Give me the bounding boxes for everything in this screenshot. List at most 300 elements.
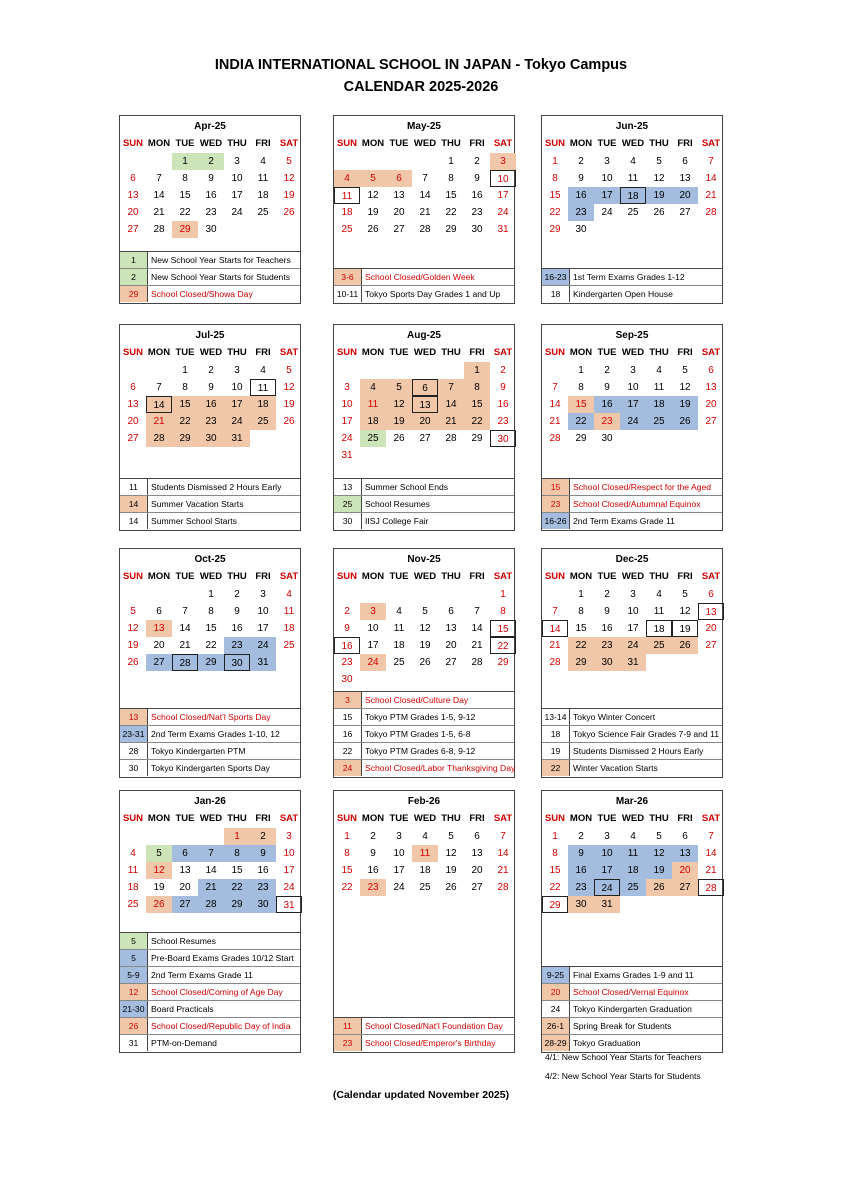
legend-row: [334, 1035, 514, 1051]
day-cell: 6: [156, 606, 162, 617]
legend-row: [334, 760, 514, 776]
day-cell: 24: [360, 654, 386, 671]
legend-text: New School Year Starts for Teachers: [151, 255, 291, 265]
weekday-header: TUE: [597, 571, 617, 582]
day-cell: 22: [179, 207, 191, 218]
legend-text: Tokyo Graduation: [573, 1038, 641, 1048]
day-cell: 23: [471, 207, 483, 218]
weekday-header: MON: [569, 813, 593, 824]
day-cell: 7: [474, 606, 480, 617]
month-title: Jun-25: [615, 121, 649, 132]
month-title: Dec-25: [615, 554, 649, 565]
legend-row: [120, 760, 300, 776]
day-cell: 31: [620, 654, 646, 671]
legend-row: [120, 513, 300, 529]
day-cell: 15: [445, 190, 457, 201]
weekday-header: TUE: [389, 571, 409, 582]
legend-code: 16-26: [542, 513, 570, 529]
day-cell: 29: [575, 433, 587, 444]
month-title: Mar-26: [615, 796, 649, 807]
legend-row-divider: [120, 268, 300, 269]
legend-text: PTM-on-Demand: [151, 1038, 217, 1048]
weekday-header: SAT: [493, 138, 513, 149]
weekday-header: WED: [199, 347, 223, 358]
weekday-header: SAT: [493, 347, 513, 358]
weekday-header: MON: [361, 813, 385, 824]
weekday-header: SUN: [336, 571, 358, 582]
weekday-header: WED: [199, 571, 223, 582]
day-cell: 23: [205, 207, 217, 218]
legend-row-divider: [334, 708, 514, 709]
day-cell: 29: [497, 657, 509, 668]
day-cell: 27: [146, 654, 172, 671]
legend-row-divider: [542, 1017, 722, 1018]
day-cell: 16: [334, 637, 360, 654]
day-cell: 3: [490, 153, 516, 170]
day-cell: 30: [601, 433, 613, 444]
legend-row-divider: [120, 966, 300, 967]
legend-code: 22: [542, 760, 570, 776]
weekday-header: TUE: [389, 813, 409, 824]
day-cell: 29: [568, 654, 594, 671]
day-cell: 20: [179, 882, 191, 893]
day-cell: 4: [656, 365, 662, 376]
legend-row-divider: [120, 1034, 300, 1035]
day-cell: 14: [549, 399, 561, 410]
day-cell: 10: [601, 173, 613, 184]
weekday-header: THU: [441, 813, 461, 824]
legend-row: [542, 743, 722, 759]
day-cell: 21: [549, 416, 561, 427]
day-cell: 29: [172, 430, 198, 447]
day-cell: 11: [250, 379, 276, 396]
day-cell: 20: [127, 207, 139, 218]
day-cell: 5: [130, 606, 136, 617]
legend-row: [542, 726, 722, 742]
legend-code: 30: [334, 513, 362, 529]
day-cell: 25: [620, 879, 646, 896]
weekday-header: TUE: [389, 347, 409, 358]
day-cell: 19: [672, 620, 698, 637]
day-cell: 13: [672, 845, 698, 862]
weekday-header: TUE: [597, 138, 617, 149]
day-cell: 30: [341, 674, 353, 685]
day-cell: 1: [578, 589, 584, 600]
legend-code: 15: [334, 709, 362, 725]
weekday-header: WED: [199, 813, 223, 824]
weekday-header: THU: [649, 138, 669, 149]
day-cell: 5: [286, 365, 292, 376]
day-cell: 22: [445, 207, 457, 218]
day-cell: 1: [464, 362, 490, 379]
weekday-header: WED: [621, 813, 645, 824]
day-cell: 17: [620, 396, 646, 413]
day-cell: 8: [500, 606, 506, 617]
legend-row-divider: [120, 759, 300, 760]
day-cell: 5: [422, 606, 428, 617]
day-cell: 16: [568, 187, 594, 204]
legend-row-divider: [120, 495, 300, 496]
day-cell: 12: [419, 623, 431, 634]
day-cell: 15: [205, 623, 217, 634]
day-cell: 4: [656, 589, 662, 600]
legend-code: 16-23: [542, 269, 570, 285]
day-cell: 16: [568, 862, 594, 879]
day-cell: 30: [471, 224, 483, 235]
legend-row: [120, 933, 300, 949]
day-cell: 11: [620, 845, 646, 862]
legend-code: 14: [120, 496, 148, 512]
legend-text: Pre-Board Exams Grades 10/12 Start: [151, 953, 294, 963]
legend-row-divider: [120, 1017, 300, 1018]
day-cell: 23: [198, 413, 224, 430]
legend-row: [542, 286, 722, 302]
legend-text: Spring Break for Students: [573, 1021, 672, 1031]
day-cell: 25: [419, 882, 431, 893]
legend-text: School Closed/Culture Day: [365, 695, 469, 705]
day-cell: 22: [568, 413, 594, 430]
legend-text: Board Practicals: [151, 1004, 214, 1014]
legend-text: Students Dismissed 2 Hours Early: [151, 482, 282, 492]
day-cell: 19: [445, 865, 457, 876]
legend-code: 16: [334, 726, 362, 742]
month-apr-25: [119, 115, 301, 304]
day-cell: 14: [497, 848, 509, 859]
day-cell: 9: [234, 606, 240, 617]
day-cell: 6: [130, 382, 136, 393]
day-cell: 7: [156, 173, 162, 184]
day-cell: 18: [257, 190, 269, 201]
day-cell: 5: [682, 365, 688, 376]
day-cell: 5: [656, 831, 662, 842]
day-cell: 27: [172, 896, 198, 913]
day-cell: 1: [578, 365, 584, 376]
day-cell: 3: [604, 156, 610, 167]
weekday-header: TUE: [389, 138, 409, 149]
legend-row: [542, 269, 722, 285]
day-cell: 6: [172, 845, 198, 862]
legend-text: IISJ College Fair: [365, 516, 429, 526]
legend-code: 5-9: [120, 967, 148, 983]
legend-row: [120, 496, 300, 512]
day-cell: 4: [260, 365, 266, 376]
day-cell: 2: [234, 589, 240, 600]
legend-code: 26-1: [542, 1018, 570, 1034]
day-cell: 25: [127, 899, 139, 910]
day-cell: 5: [360, 170, 386, 187]
day-cell: 1: [224, 828, 250, 845]
day-cell: 5: [386, 379, 412, 396]
legend-row-divider: [542, 725, 722, 726]
day-cell: 8: [448, 173, 454, 184]
weekday-header: SUN: [544, 138, 566, 149]
weekday-header: WED: [621, 138, 645, 149]
day-cell: 23: [594, 637, 620, 654]
day-cell: 21: [146, 413, 172, 430]
legend-code: 26: [120, 1018, 148, 1034]
month-title: Sep-25: [615, 330, 649, 341]
weekday-header: SUN: [544, 347, 566, 358]
month-dec-25: [541, 548, 723, 778]
weekday-header: WED: [413, 813, 437, 824]
day-cell: 8: [464, 379, 490, 396]
legend-text: Tokyo PTM Grades 1-5, 6-8: [365, 729, 471, 739]
day-cell: 28: [419, 224, 431, 235]
legend-code: 20: [542, 984, 570, 1000]
month-title: Jan-26: [194, 796, 226, 807]
day-cell: 10: [367, 623, 379, 634]
day-cell: 24: [224, 413, 250, 430]
legend-text: School Closed/Nat'l Foundation Day: [365, 1021, 503, 1031]
day-cell: 21: [198, 879, 224, 896]
weekday-header: TUE: [175, 571, 195, 582]
month-mar-26: [541, 790, 723, 1053]
day-cell: 2: [250, 828, 276, 845]
day-cell: 12: [283, 382, 295, 393]
legend-row: [120, 726, 300, 742]
day-cell: 7: [708, 831, 714, 842]
day-cell: 18: [360, 413, 386, 430]
day-cell: 9: [344, 623, 350, 634]
day-cell: 18: [341, 207, 353, 218]
day-cell: 27: [393, 224, 405, 235]
day-cell: 3: [604, 831, 610, 842]
day-cell: 9: [370, 848, 376, 859]
day-cell: 20: [672, 862, 698, 879]
day-cell: 9: [604, 606, 610, 617]
day-cell: 13: [393, 190, 405, 201]
day-cell: 21: [179, 640, 191, 651]
day-cell: 20: [445, 640, 457, 651]
day-cell: 20: [705, 623, 717, 634]
weekday-header: SAT: [701, 347, 721, 358]
day-cell: 17: [257, 623, 269, 634]
page-subtitle: CALENDAR 2025-2026: [343, 79, 499, 95]
legend-code: 12: [120, 984, 148, 1000]
day-cell: 30: [568, 896, 594, 913]
legend-row: [542, 984, 722, 1000]
day-cell: 14: [205, 865, 217, 876]
legend-code: 24: [334, 760, 362, 776]
day-cell: 25: [250, 413, 276, 430]
day-cell: 27: [705, 416, 717, 427]
month-aug-25: [333, 324, 515, 531]
legend-text: School Closed/Nat'l Sports Day: [151, 712, 271, 722]
day-cell: 26: [445, 882, 457, 893]
day-cell: 24: [601, 207, 613, 218]
day-cell: 27: [672, 879, 698, 896]
day-cell: 3: [360, 603, 386, 620]
month-jun-25: [541, 115, 723, 304]
weekday-header: MON: [361, 571, 385, 582]
legend-code: 23-31: [120, 726, 148, 742]
legend-code: 13-14: [542, 709, 570, 725]
month-may-25: [333, 115, 515, 304]
day-cell: 22: [205, 640, 217, 651]
day-cell: 3: [396, 831, 402, 842]
day-cell: 19: [386, 413, 412, 430]
day-cell: 5: [656, 156, 662, 167]
weekday-header: THU: [227, 138, 247, 149]
weekday-header: THU: [227, 347, 247, 358]
day-cell: 8: [578, 382, 584, 393]
legend-code: 2: [120, 269, 148, 285]
day-cell: 23: [341, 657, 353, 668]
day-cell: 22: [549, 882, 561, 893]
day-cell: 11: [627, 173, 639, 184]
weekday-header: THU: [649, 347, 669, 358]
day-cell: 18: [646, 620, 672, 637]
day-cell: 7: [552, 606, 558, 617]
legend-row-divider: [542, 285, 722, 286]
month-sep-25: [541, 324, 723, 531]
day-cell: 25: [257, 207, 269, 218]
legend-text: Tokyo Science Fair Grades 7-9 and 11: [573, 729, 720, 739]
legend-text: Tokyo Kindergarten PTM: [151, 746, 246, 756]
day-cell: 2: [604, 589, 610, 600]
day-cell: 25: [283, 640, 295, 651]
month-title: Apr-25: [194, 121, 226, 132]
day-cell: 23: [224, 637, 250, 654]
legend-row: [120, 252, 300, 268]
day-cell: 28: [698, 879, 724, 896]
day-cell: 17: [393, 865, 405, 876]
legend-row: [542, 1001, 722, 1017]
legend-row: [542, 496, 722, 512]
legend-code: 5: [120, 950, 148, 966]
legend-text: Summer School Ends: [365, 482, 449, 492]
weekday-header: SUN: [544, 571, 566, 582]
weekday-header: FRI: [469, 571, 485, 582]
day-cell: 10: [393, 848, 405, 859]
month-title: Oct-25: [194, 554, 226, 565]
day-cell: 28: [153, 224, 165, 235]
weekday-header: TUE: [175, 347, 195, 358]
day-cell: 17: [367, 640, 379, 651]
weekday-header: FRI: [677, 571, 693, 582]
day-cell: 20: [393, 207, 405, 218]
day-cell: 19: [419, 640, 431, 651]
legend-code: 3: [334, 692, 362, 708]
legend-row: [542, 709, 722, 725]
day-cell: 11: [334, 187, 360, 204]
day-cell: 20: [471, 865, 483, 876]
day-cell: 12: [386, 396, 412, 413]
day-cell: 22: [549, 207, 561, 218]
day-cell: 20: [672, 187, 698, 204]
legend-row: [120, 743, 300, 759]
legend-row-divider: [542, 983, 722, 984]
day-cell: 19: [283, 190, 295, 201]
legend-code: 18: [542, 286, 570, 302]
day-cell: 30: [198, 430, 224, 447]
month-title: Feb-26: [407, 796, 441, 807]
month-feb-26: [333, 790, 515, 1053]
weekday-header: TUE: [597, 813, 617, 824]
legend-row-divider: [542, 512, 722, 513]
weekday-header: SAT: [279, 813, 299, 824]
weekday-header: SUN: [336, 813, 358, 824]
legend-code: 21-30: [120, 1001, 148, 1017]
day-cell: 26: [672, 413, 698, 430]
day-cell: 10: [627, 606, 639, 617]
legend-text: 2nd Term Exams Grades 1-10, 12: [151, 729, 280, 739]
legend-text: School Closed/Autumnal Equinox: [573, 499, 701, 509]
day-cell: 18: [419, 865, 431, 876]
legend-row-divider: [120, 285, 300, 286]
day-cell: 16: [471, 190, 483, 201]
day-cell: 5: [448, 831, 454, 842]
month-title: Aug-25: [407, 330, 441, 341]
day-cell: 23: [568, 879, 594, 896]
month-title: May-25: [407, 121, 441, 132]
day-cell: 15: [179, 190, 191, 201]
day-cell: 8: [182, 382, 188, 393]
legend-text: Tokyo Kindergarten Sports Day: [151, 763, 270, 773]
legend-text: Summer School Starts: [151, 516, 237, 526]
day-cell: 4: [286, 589, 292, 600]
day-cell: 19: [367, 207, 379, 218]
weekday-header: SAT: [701, 571, 721, 582]
day-cell: 14: [705, 173, 717, 184]
legend-row: [542, 513, 722, 529]
day-cell: 18: [646, 396, 672, 413]
legend-code: 11: [120, 479, 148, 495]
day-cell: 4: [260, 156, 266, 167]
day-cell: 1: [208, 589, 214, 600]
day-cell: 17: [224, 396, 250, 413]
day-cell: 19: [672, 396, 698, 413]
legend-text: School Closed/Vernal Equinox: [573, 987, 689, 997]
day-cell: 13: [179, 865, 191, 876]
legend-text: School Closed/Labor Thanksgiving Day: [365, 763, 516, 773]
legend-row: [334, 692, 514, 708]
weekday-header: FRI: [255, 571, 271, 582]
legend-row-divider: [334, 512, 514, 513]
day-cell: 25: [341, 224, 353, 235]
day-cell: 16: [497, 399, 509, 410]
day-cell: 14: [146, 396, 172, 413]
weekday-header: MON: [361, 347, 385, 358]
day-cell: 8: [552, 848, 558, 859]
legend-code: 14: [120, 513, 148, 529]
legend-row-divider: [120, 1000, 300, 1001]
legend-row: [334, 479, 514, 495]
day-cell: 9: [500, 382, 506, 393]
day-cell: 28: [471, 657, 483, 668]
weekday-header: MON: [361, 138, 385, 149]
day-cell: 7: [708, 156, 714, 167]
day-cell: 1: [344, 831, 350, 842]
month-title: Jul-25: [195, 330, 225, 341]
day-cell: 26: [146, 896, 172, 913]
day-cell: 2: [198, 153, 224, 170]
legend-row-divider: [120, 983, 300, 984]
day-cell: 12: [367, 190, 379, 201]
day-cell: 13: [679, 173, 691, 184]
day-cell: 27: [471, 882, 483, 893]
legend-code: 15: [542, 479, 570, 495]
day-cell: 2: [604, 365, 610, 376]
day-cell: 21: [438, 413, 464, 430]
legend-row-divider: [334, 1034, 514, 1035]
legend-text: Kindergarten Open House: [573, 289, 673, 299]
day-cell: 18: [393, 640, 405, 651]
legend-row-divider: [542, 742, 722, 743]
legend-row: [542, 760, 722, 776]
weekday-header: SAT: [279, 138, 299, 149]
day-cell: 13: [146, 620, 172, 637]
